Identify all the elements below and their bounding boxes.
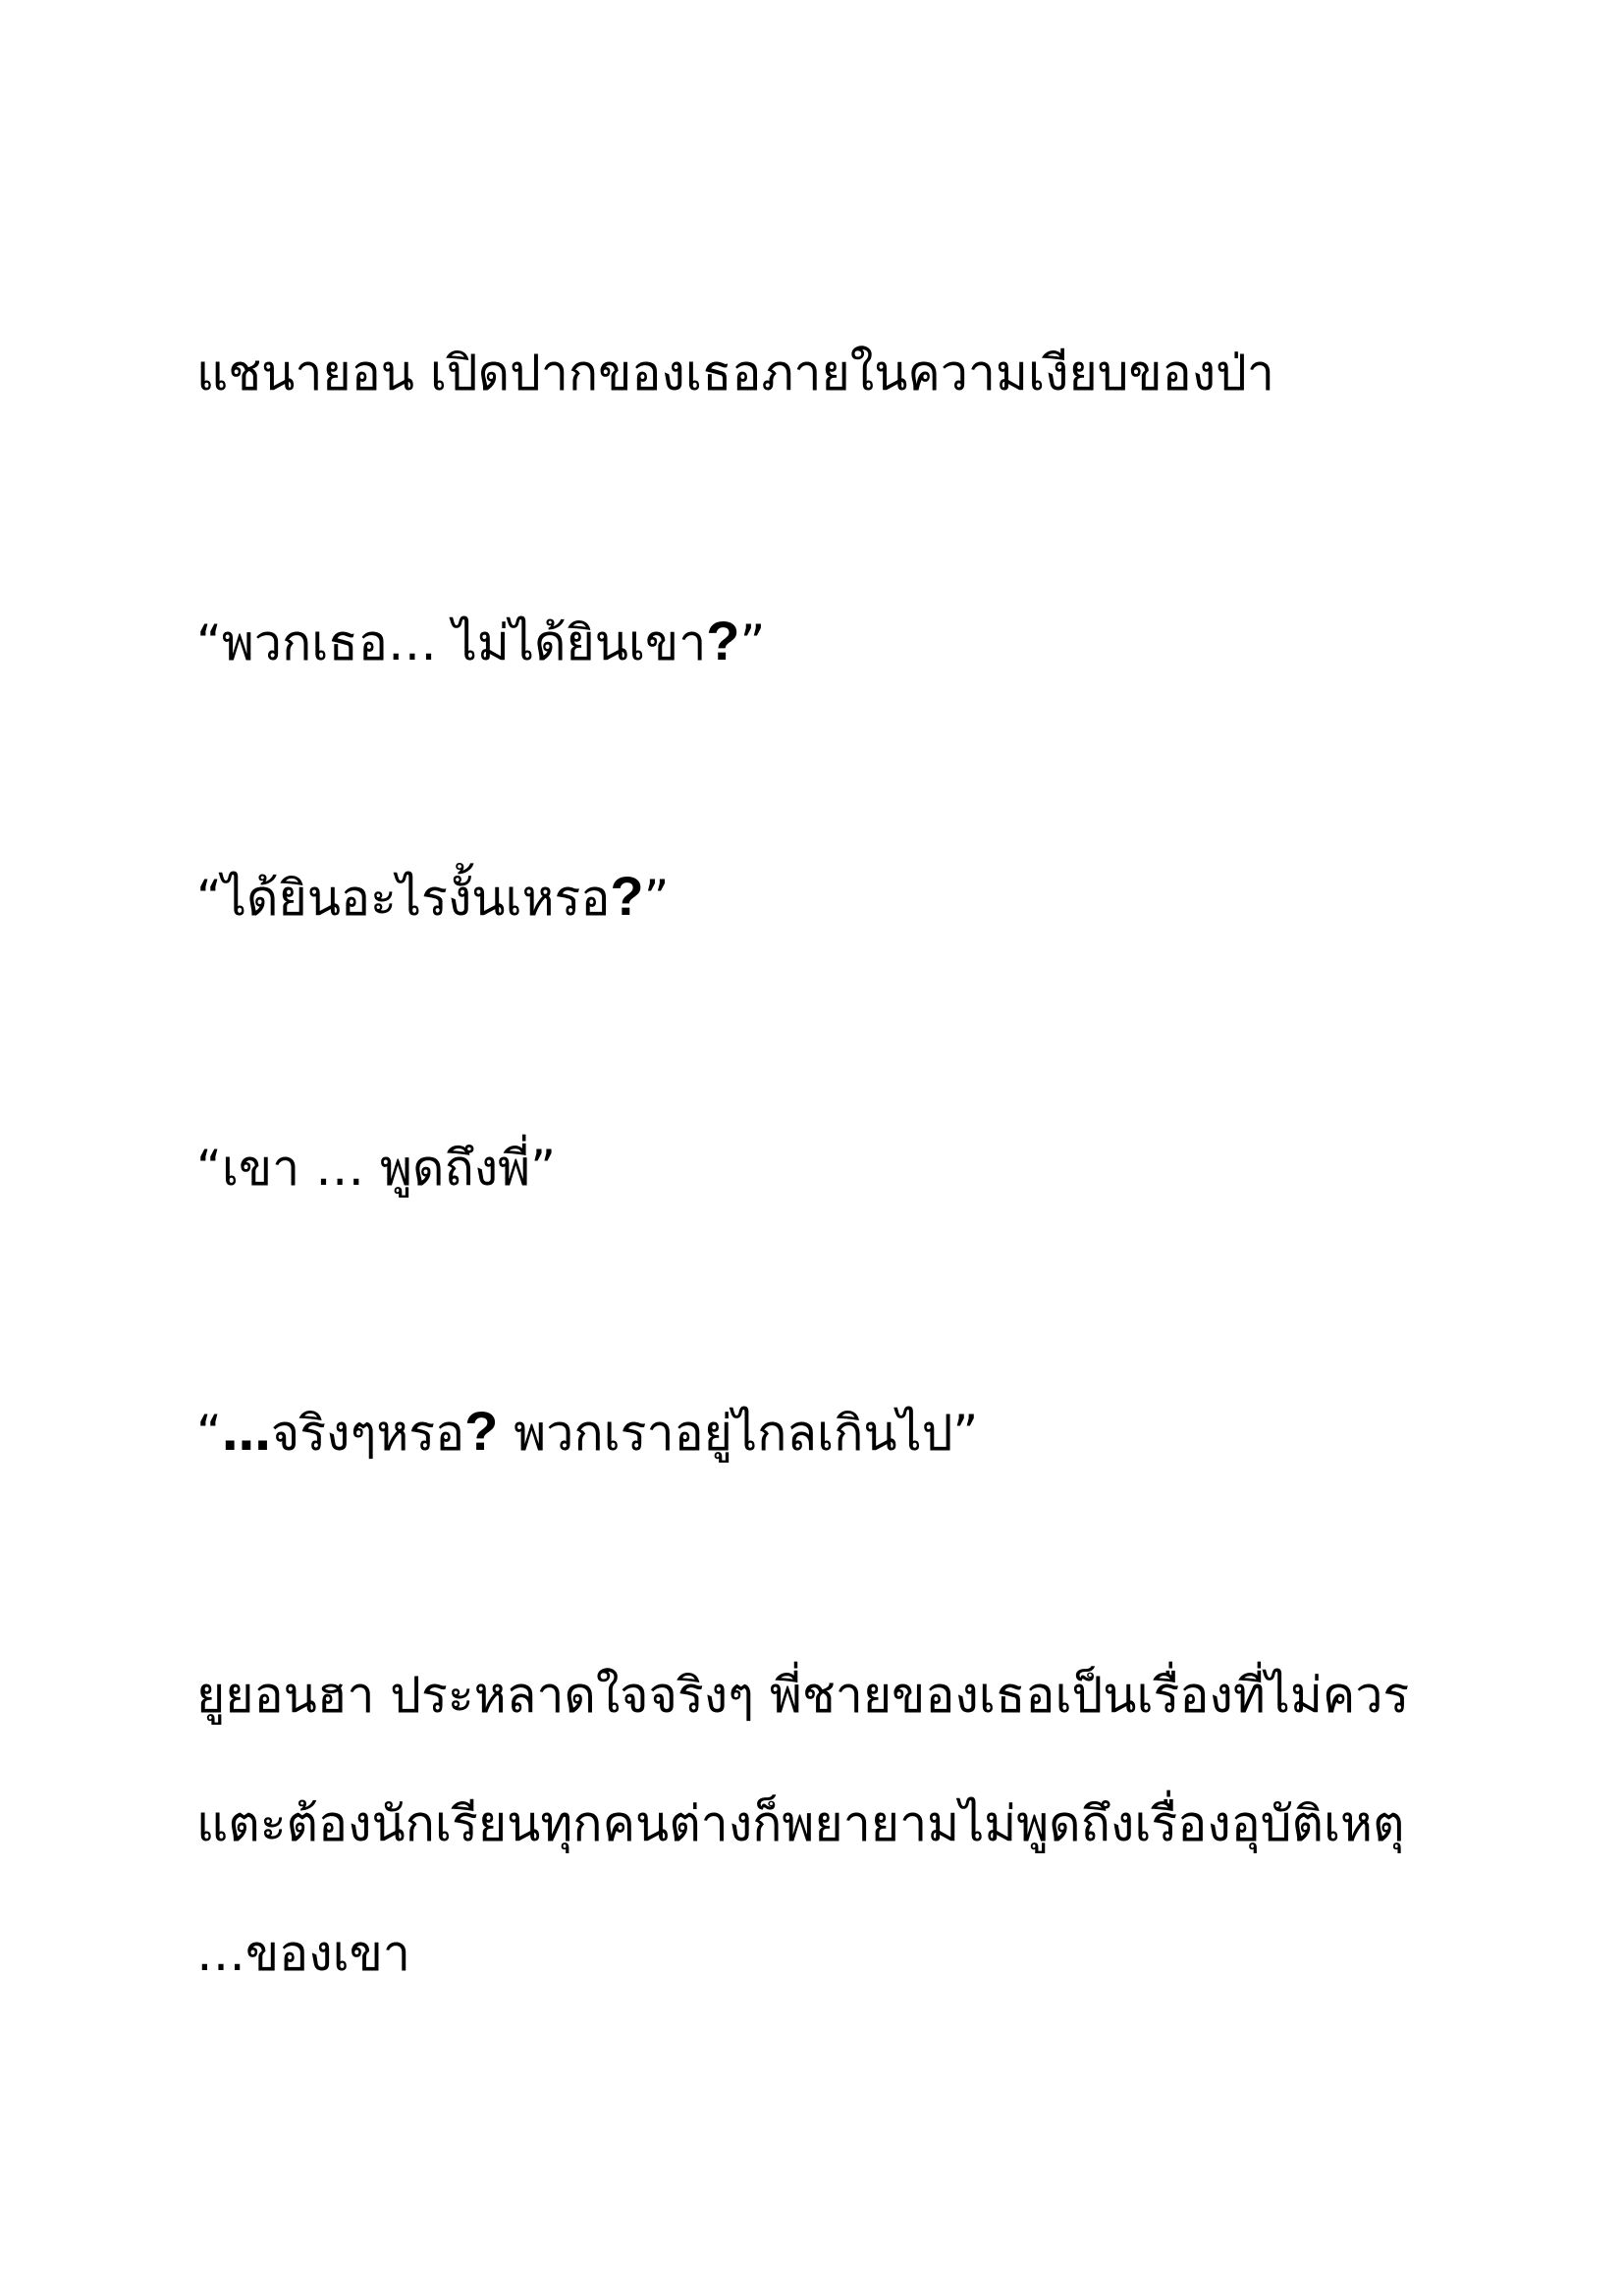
open-quote: “ xyxy=(196,870,222,927)
dialogue-text: พวกเราอยู่ไกลเกินไป” xyxy=(498,1405,979,1462)
dialogue-line xyxy=(196,1382,978,1482)
narration-line: แตะต้องนักเรียนทุกคนต่างก็พยายามไม่พูดถึงเรื่องอุบัติเหตุ xyxy=(196,1795,1405,1852)
dialogue-text: จริงๆหรอ xyxy=(270,1405,465,1462)
open-quote: “ xyxy=(196,614,222,671)
close-quote: ” xyxy=(643,870,670,927)
dialogue-text: พวกเธอ… ไม่ได้ยินเขา xyxy=(221,614,707,671)
ellipsis: … xyxy=(221,1405,271,1462)
dialogue-text: ได้ยินอะไรงั้นเหรอ xyxy=(221,870,611,927)
narration-line: แชนายอน เปิดปากของเธอภายในความเงียบของป่า xyxy=(196,345,1274,401)
question-mark: ? xyxy=(706,610,740,671)
dialogue-line: “เขา … พูดถึงพี่” xyxy=(196,1140,557,1197)
question-mark: ? xyxy=(464,1400,499,1462)
question-mark: ? xyxy=(610,865,644,927)
close-quote: ” xyxy=(739,614,766,671)
open-quote: “ xyxy=(196,1405,222,1462)
dialogue-line xyxy=(196,847,670,947)
narration-line: …ของเขา xyxy=(196,1925,410,1982)
dialogue-line xyxy=(196,592,765,692)
narration-line: ยูยอนฮา ประหลาดใจจริงๆ พี่ชายของเธอเป็นเรื่องที่ไม่ควร xyxy=(196,1667,1410,1724)
